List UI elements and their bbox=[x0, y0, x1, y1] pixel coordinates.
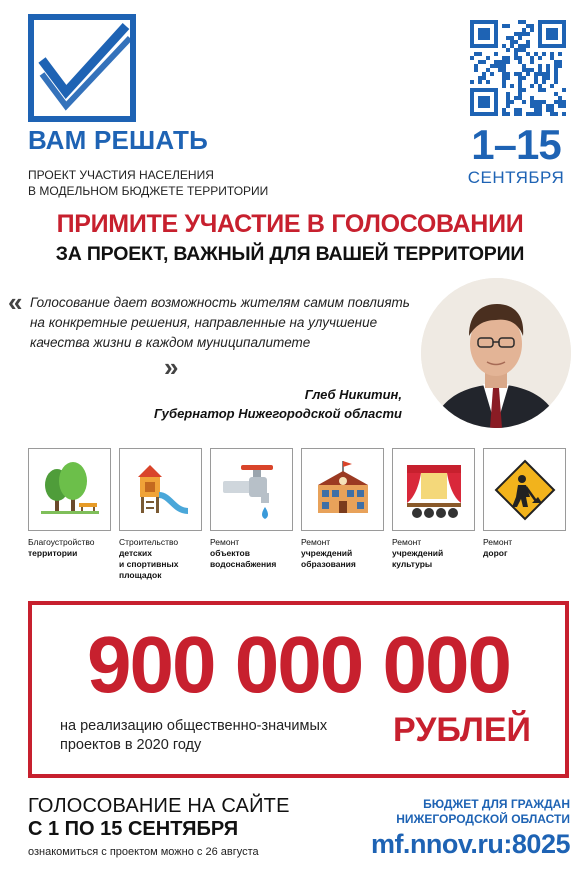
category-label: Ремонт учреждений культуры bbox=[392, 537, 444, 569]
category-label: Ремонт дорог bbox=[483, 537, 513, 558]
category-label: Ремонт учреждений образования bbox=[301, 537, 356, 569]
water-tap-icon bbox=[210, 448, 293, 531]
project-categories bbox=[28, 448, 566, 588]
playground-icon bbox=[119, 448, 202, 531]
category-label: Благоустройство территории bbox=[28, 537, 95, 558]
quote-close-mark: » bbox=[164, 352, 179, 382]
vam-reshat-logo bbox=[28, 14, 136, 122]
date-range: 1–15 bbox=[471, 121, 561, 168]
quote-author bbox=[154, 385, 402, 423]
tree-bench-icon bbox=[28, 448, 111, 531]
category-playgrounds bbox=[119, 448, 202, 581]
funding-currency: РУБЛЕЙ bbox=[393, 711, 531, 749]
voting-dates bbox=[458, 122, 574, 188]
road-works-icon bbox=[483, 448, 566, 531]
funding-description: на реализацию общественно-значимых проектов в 2020 году bbox=[60, 718, 328, 753]
funding-box bbox=[28, 601, 569, 778]
brand-title: ВАМ РЕШАТЬ bbox=[28, 125, 209, 155]
school-icon bbox=[301, 448, 384, 531]
category-roads bbox=[483, 448, 566, 559]
voting-site-label: ГОЛОСОВАНИЕ НА САЙТЕ bbox=[28, 795, 290, 817]
headline-primary: ПРИМИТЕ УЧАСТИЕ В ГОЛОСОВАНИИ bbox=[56, 210, 524, 238]
category-label: Строительство детских и спортивных площадок bbox=[119, 537, 179, 580]
date-month: СЕНТЯБРЯ bbox=[467, 168, 565, 187]
category-culture bbox=[392, 448, 475, 570]
author-name: Глеб Никитин, bbox=[304, 387, 402, 402]
theater-icon bbox=[392, 448, 475, 531]
brand-subtitle-line2: В МОДЕЛЬНОМ БЮДЖЕТЕ ТЕРРИТОРИИ bbox=[28, 184, 269, 198]
category-landscaping bbox=[28, 448, 111, 559]
category-water-supply bbox=[210, 448, 293, 570]
funding-amount: 900 000 000 bbox=[87, 620, 510, 709]
brand-subtitle-line1: ПРОЕКТ УЧАСТИЯ НАСЕЛЕНИЯ bbox=[28, 168, 214, 182]
governor-quote: Голосование дает возможность жителям самим повлиять на конкретные решения, направленные на улучшение качества жизни в каждом муниципалитете bbox=[30, 295, 410, 350]
budget-title bbox=[396, 797, 570, 827]
author-title: Губернатор Нижегородской области bbox=[153, 406, 402, 421]
category-education bbox=[301, 448, 384, 570]
brand-subtitle bbox=[28, 167, 268, 199]
category-label: Ремонт объектов водоснабжения bbox=[210, 537, 277, 569]
voting-period: С 1 ПО 15 СЕНТЯБРЯ bbox=[28, 818, 239, 840]
quote-open-mark: « bbox=[8, 287, 23, 317]
budget-line2: НИЖЕГОРОДСКОЙ ОБЛАСТИ bbox=[396, 812, 570, 826]
headline-secondary: ЗА ПРОЕКТ, ВАЖНЫЙ ДЛЯ ВАШЕЙ ТЕРРИТОРИИ bbox=[55, 243, 525, 265]
voting-note: ознакомиться с проектом можно с 26 августа bbox=[28, 846, 259, 858]
governor-portrait bbox=[421, 278, 571, 428]
website-link[interactable]: mf.nnov.ru:8025 bbox=[370, 829, 570, 859]
qr-code[interactable] bbox=[470, 20, 566, 116]
budget-line1: БЮДЖЕТ ДЛЯ ГРАЖДАН bbox=[423, 797, 570, 811]
